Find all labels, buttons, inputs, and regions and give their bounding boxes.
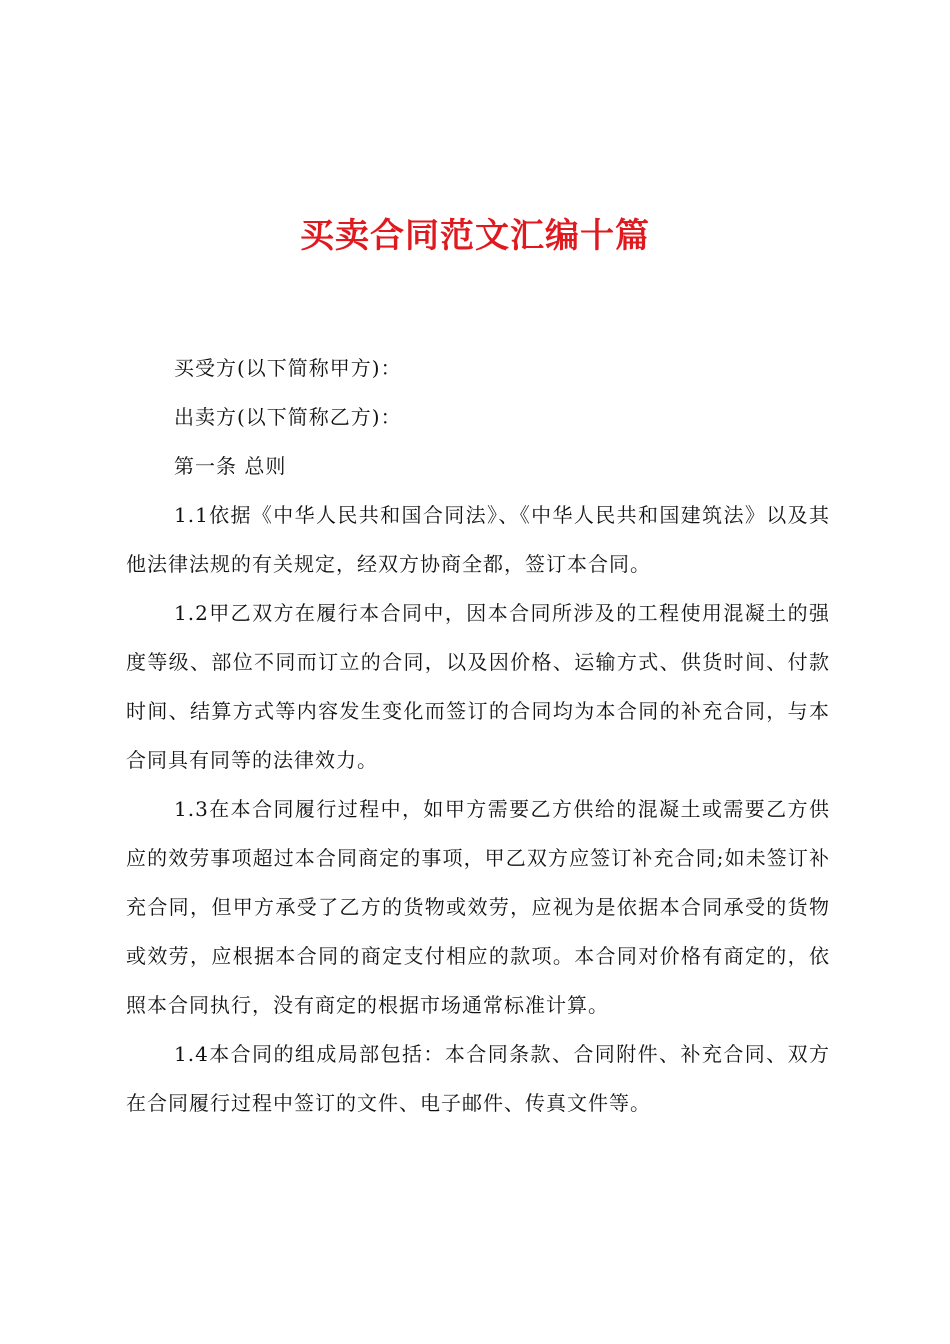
paragraph-article-1-heading: 第一条 总则 [174,454,287,478]
document-title: 买卖合同范文汇编十篇 [300,216,650,256]
document-body [126,344,830,1128]
paragraph-clause-1-2: 1.2甲乙双方在履行本合同中，因本合同所涉及的工程使用混凝土的强度等级、部位不同而订立的合同，以及因价格、运输方式、供货时间、付款时间、结算方式等内容发生变化而签订的合同均为本合同的补充合同，与本合同具有同等的法律效力。 [126,601,830,772]
paragraph-clause-1-3: 1.3在本合同履行过程中，如甲方需要乙方供给的混凝土或需要乙方供应的效劳事项超过本合同商定的事项，甲乙双方应签订补充合同;如未签订补充合同，但甲方承受了乙方的货物或效劳，应视为是依据本合同承受的货物或效劳，应根据本合同的商定支付相应的款项。本合同对价格有商定的，依照本合同执行，没有商定的根据市场通常标准计算。 [126,797,830,1017]
paragraph-buyer: 买受方(以下简称甲方)： [174,356,402,380]
paragraph-seller: 出卖方(以下简称乙方)： [174,405,402,429]
paragraph-clause-1-1: 1.1依据《中华人民共和国合同法》、《中华人民共和国建筑法》以及其他法律法规的有关规定，经双方协商全都，签订本合同。 [126,503,830,576]
paragraph-clause-1-4: 1.4本合同的组成局部包括：本合同条款、合同附件、补充合同、双方在合同履行过程中签订的文件、电子邮件、传真文件等。 [126,1042,830,1115]
